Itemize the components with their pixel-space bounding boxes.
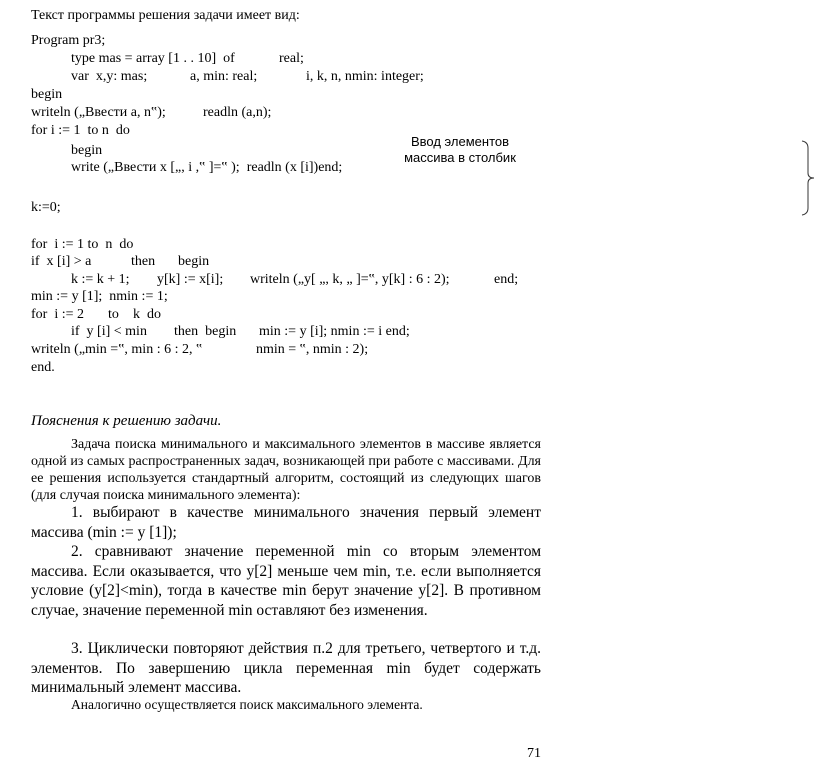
code-line: for i := 1 to n do: [31, 123, 130, 138]
code-line: var x,y: mas;: [71, 69, 148, 84]
code-line: writeln („min =‟, min : 6 : 2, ‟: [31, 342, 203, 357]
right-brace-icon: [800, 140, 816, 216]
code-line: to: [108, 307, 119, 322]
code-line: min := y [i]; nmin := i end;: [259, 324, 410, 339]
code-line: end.: [31, 360, 55, 375]
annotation-line: Ввод элементов: [410, 134, 510, 149]
code-line: readln (a,n);: [203, 105, 272, 120]
intro-text: Текст программы решения задачи имеет вид:: [31, 8, 300, 23]
code-line: end;: [494, 272, 519, 287]
code-line: if x [i] > a: [31, 254, 92, 269]
code-line: begin: [178, 254, 210, 269]
annotation-note: [398, 134, 522, 166]
code-line: k do: [133, 307, 161, 322]
code-line: then: [131, 254, 156, 269]
code-line: a, min: real;: [190, 69, 258, 84]
code-line: nmin = ‟, nmin : 2);: [256, 342, 369, 357]
code-line: k:=0;: [31, 200, 61, 215]
code-line: i, k, n, nmin: integer;: [306, 69, 424, 84]
code-line: then begin: [174, 324, 237, 339]
annotation-line: массива в столбик: [404, 150, 516, 165]
code-line: for i := 1 to n do: [31, 237, 134, 252]
code-line: for i := 2: [31, 307, 84, 322]
code-line: min := y [1]; nmin := 1;: [31, 289, 168, 304]
page-number: 71: [527, 746, 541, 761]
closing-line: Аналогично осуществляется поиск максимального элемента.: [71, 697, 423, 712]
explanation-step: 2. сравнивают значение переменной min со вторым элементом массива. Если оказывается, что y[2] меньше чем min, т.е. если выполняется условие (y[2]<min), тогда в качестве min берут значение y[2]. В противном случае, значение переменной min оставляют без изменения.: [31, 543, 541, 619]
explanation-heading: Пояснения к решению задачи.: [31, 413, 222, 429]
explanation-step: 1. выбирают в качестве минимального значения первый элемент массива (min := y [1]);: [31, 504, 541, 541]
code-line: begin: [31, 87, 63, 102]
code-line: y[k] := x[i];: [157, 272, 224, 287]
explanation-step: 3. Циклически повторяют действия п.2 для третьего, четвертого и т.д. элементов. По завершению цикла переменная min будет содержать минимальный элемент массива.: [31, 640, 541, 696]
code-line: Program pr3;: [31, 33, 106, 48]
code-line: writeln („y[ „, k, „ ]=‟, y[k] : 6 : 2);: [250, 272, 450, 287]
explanation-paragraph: Задача поиска минимального и максимального элементов в массиве является одной из самых распространенных задач, возникающей при работе с массивами. Для ее решения используется стандартный алгоритм, состоящий из следующих шагов (для случая поиска минимального элемента):: [31, 437, 541, 503]
code-line: begin: [71, 143, 103, 158]
code-line: k := k + 1;: [71, 272, 130, 287]
code-line: real;: [279, 51, 304, 66]
code-line: writeln („Ввести a, n‟);: [31, 105, 166, 120]
code-line: write („Ввести x [„, i ,‟ ]=‟ ); readln (x [i])end;: [71, 160, 343, 175]
code-line: type mas = array [1 . . 10] of: [71, 51, 235, 66]
code-line: if y [i] < min: [71, 324, 147, 339]
